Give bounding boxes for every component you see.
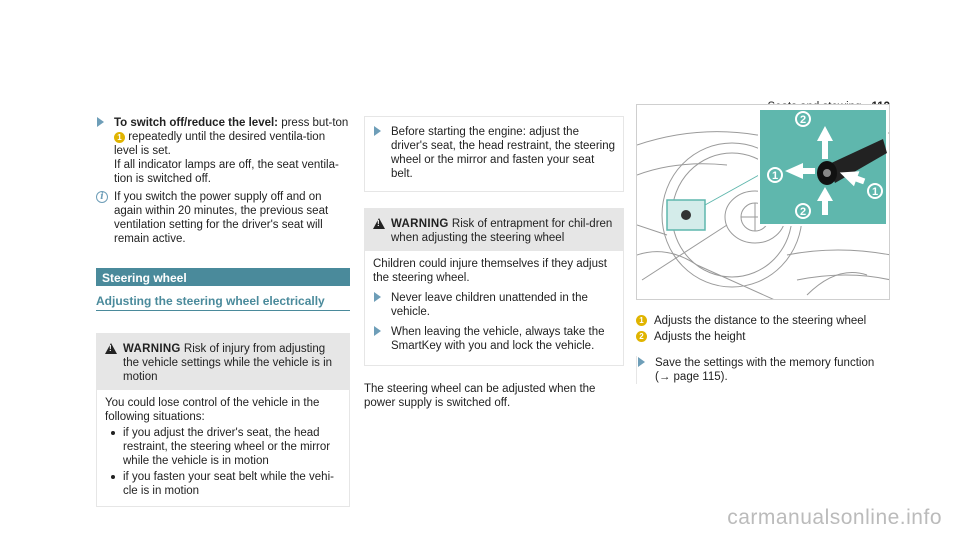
watermark: carmanualsonline.info [727,506,942,529]
note-text: If you switch the power supply off and on again within 20 minutes, the previous seat ventilation setting for the driver's seat will remain active. [114,191,329,245]
section-heading: Steering wheel [96,268,350,286]
step-switch-off [96,116,350,186]
step-arrow-icon [374,292,381,302]
step-bold-label: To switch off/reduce the level: [114,117,279,129]
warning-triangle-icon [373,218,385,229]
step-before-start [373,125,615,181]
info-note [96,190,350,246]
steering-wheel-illustration [637,105,890,300]
step-text: Never leave children unattended in the vehicle. [391,292,588,318]
column-3 [636,104,890,388]
column-1 [96,116,350,507]
step-arrow-icon [374,126,381,136]
callout-1-icon: 1 [871,186,879,198]
warning-bullets [105,426,341,498]
step-save-settings [636,356,890,384]
callout-1-icon: 1 [636,315,647,326]
step-text: If all indicator lamps are off, the seat ventila-tion is switched off. [114,159,339,185]
step-text: press but-ton [278,117,349,129]
step-arrow-icon [374,326,381,336]
callout-2-icon: 2 [636,331,647,342]
callout-2-icon: 2 [799,206,807,218]
warning-body [97,390,349,506]
figure-legend [636,314,890,344]
legend-item [636,330,890,344]
list-item: if you adjust the driver's seat, the head restraint, the steering wheel or the mirror while the vehicle is in motion [105,426,341,468]
legend-text: Adjusts the distance to the steering wheel [654,315,867,327]
warning-header [365,209,623,251]
legend-text: Adjusts the height [654,331,746,343]
subsection-heading: Adjusting the steering wheel electrically [96,294,350,311]
body-paragraph: The steering wheel can be adjusted when the power supply is switched off. [364,383,596,409]
warning-body [365,251,623,365]
warning-triangle-icon [105,343,117,354]
step-arrow-icon [97,117,104,127]
warning-step [373,325,615,353]
info-icon: i [96,191,108,203]
column-2 [364,116,624,410]
step-text: Save the settings with the memory function (→ page 115). [655,357,875,383]
warning-title: Risk of injury from adjusting the vehicle settings while the vehicle is in motion [123,343,333,383]
callout-2-icon: 2 [799,114,807,126]
warning-label: WARNING [123,343,181,355]
callout-1-icon: 1 [114,132,125,143]
warning-box-entrapment [364,208,624,366]
warning-step [373,291,615,319]
legend-item [636,314,890,328]
step-arrow-icon [638,357,645,367]
step-text: repeatedly until the desired ventila-tion level is set. [114,131,326,157]
warning-header [97,334,349,390]
step-text: Before starting the engine: adjust the driver's seat, the head restraint, the steering wheel or the mirror and fasten your seat belt. [391,126,616,180]
warning-title: Risk of entrapment for chil-dren when adjusting the steering wheel [391,218,613,244]
warning-label: WARNING [391,218,449,230]
step-text: When leaving the vehicle, always take the SmartKey with you and lock the vehicle. [391,326,605,352]
callout-1-icon: 1 [771,170,779,182]
instruction-box [364,116,624,192]
warning-box-injury [96,333,350,507]
warning-text: Children could injure themselves if they adjust the steering wheel. [373,258,607,284]
list-item: if you fasten your seat belt while the vehi-cle is in motion [105,470,341,498]
warning-text: You could lose control of the vehicle in the following situations: [105,397,320,423]
steering-wheel-figure [636,104,890,300]
